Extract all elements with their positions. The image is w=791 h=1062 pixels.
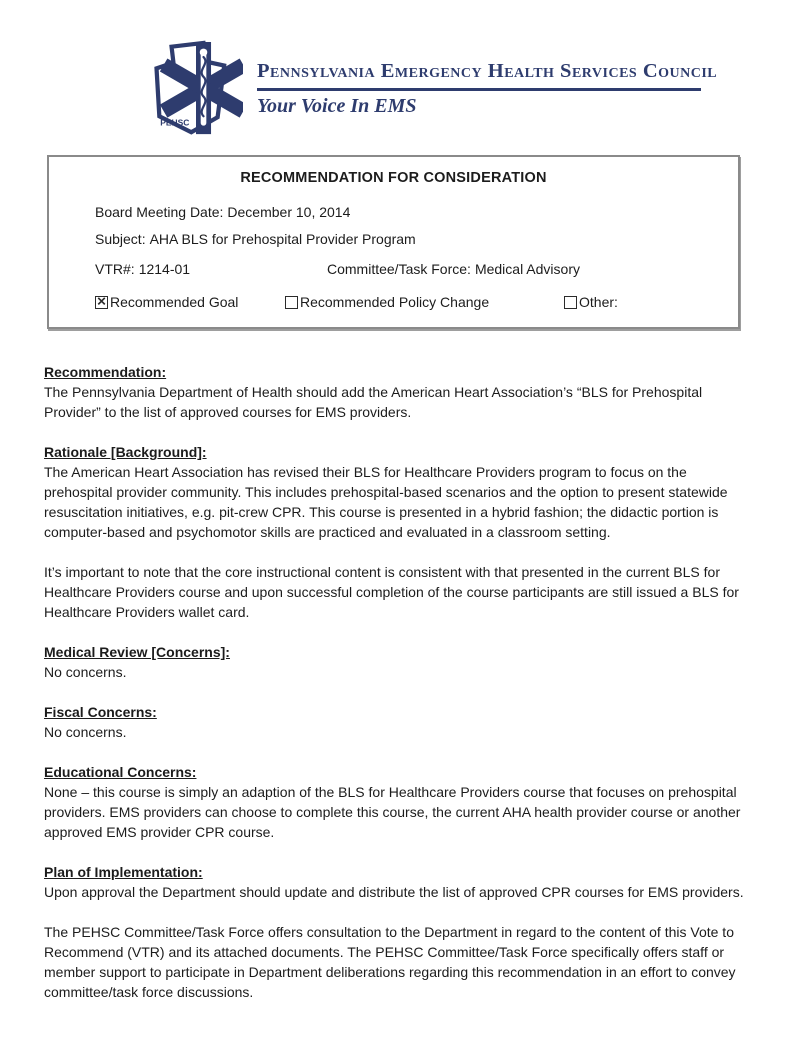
- section-heading: Plan of Implementation:: [44, 864, 203, 880]
- letterhead: [149, 38, 747, 140]
- recommended-policy-checkbox-icon: [285, 296, 298, 309]
- committee-label: Committee/Task Force:: [327, 261, 471, 277]
- recommended-goal-checkbox-icon: [95, 296, 108, 309]
- recommended-goal-label: Recommended Goal: [110, 294, 239, 310]
- section-rationale: [44, 442, 747, 622]
- subject-label: Subject:: [95, 231, 146, 247]
- checkbox-x-mark: ✕: [96, 294, 107, 308]
- section-educational-concerns: [44, 762, 747, 842]
- section-fiscal-concerns: [44, 702, 747, 742]
- section-paragraph: None – this course is simply an adaption of the BLS for Healthcare Providers course that focuses on prehospital providers. EMS providers can choose to complete this course, the current AHA health provider course or another approved EMS provider CPR course.: [44, 784, 741, 840]
- section-paragraph: The Pennsylvania Department of Health should add the American Heart Association’s “BLS for Prehospital Provider” to the list of approved courses for EMS providers.: [44, 384, 703, 420]
- checkbox-recommended-goal: [95, 294, 285, 310]
- checkbox-recommended-policy-change: [285, 294, 564, 310]
- section-recommendation: [44, 362, 747, 422]
- document-page: [0, 38, 791, 1062]
- other-checkbox-icon: [564, 296, 577, 309]
- form-title: RECOMMENDATION FOR CONSIDERATION: [240, 170, 547, 186]
- star-of-life-keystone-icon: [149, 38, 243, 140]
- other-label: Other:: [579, 294, 618, 310]
- section-heading: Educational Concerns:: [44, 764, 197, 780]
- field-subject: [95, 230, 718, 248]
- section-paragraph: It’s important to note that the core instructional content is consistent with that presented in the current BLS for Healthcare Providers course and upon successful completion of the course participants are still issued a BLS for Healthcare Providers wallet card.: [44, 564, 739, 620]
- org-block: [257, 60, 718, 118]
- section-medical-review: [44, 642, 747, 682]
- org-name: Pennsylvania Emergency Health Services Council: [257, 60, 701, 91]
- section-heading: Rationale [Background]:: [44, 444, 207, 460]
- recommended-policy-label: Recommended Policy Change: [300, 294, 490, 310]
- section-paragraph: No concerns.: [44, 664, 127, 680]
- section-heading: Fiscal Concerns:: [44, 704, 157, 720]
- field-board-meeting-date: [95, 203, 718, 221]
- vtr-number-label: VTR#:: [95, 261, 135, 277]
- checkbox-other: [564, 294, 618, 310]
- vtr-number-value: 1214-01: [138, 261, 191, 277]
- document-body: [44, 362, 747, 1002]
- field-vtr-and-committee: [95, 260, 718, 278]
- logo-text: PEHSC: [160, 117, 190, 128]
- section-heading: Recommendation:: [44, 364, 167, 380]
- section-plan-of-implementation: [44, 862, 747, 1002]
- board-meeting-date-value: December 10, 2014: [227, 204, 351, 220]
- board-meeting-date-label: Board Meeting Date:: [95, 204, 224, 220]
- section-paragraph: No concerns.: [44, 724, 127, 740]
- section-paragraph: The PEHSC Committee/Task Force offers consultation to the Department in regard to the content of this Vote to Recommend (VTR) and its attached documents. The PEHSC Committee/Task Force specifically offers staff or member support to participate in Department deliberations regarding this recommendation in an effort to convey committee/task force discussions.: [44, 924, 736, 1000]
- committee-value: Medical Advisory: [474, 261, 580, 277]
- checkbox-row: [95, 294, 718, 310]
- field-vtr-number: [95, 260, 327, 278]
- org-tagline: Your Voice In EMS: [257, 95, 417, 117]
- pehsc-logo: [149, 38, 243, 140]
- section-paragraph: The American Heart Association has revised their BLS for Healthcare Providers program to focus on the prehospital provider community. This includes prehospital-based scenarios and the option to present statewide resuscitation initiatives, e.g. pit-crew CPR. This course is presented in a hybrid fashion; the didactic portion is computer-based and psychomotor skills are practiced and evaluated in a classroom setting.: [44, 464, 728, 540]
- recommendation-form-box: [47, 155, 740, 329]
- section-paragraph: Upon approval the Department should update and distribute the list of approved CPR courses for EMS providers.: [44, 884, 744, 900]
- section-heading: Medical Review [Concerns]:: [44, 644, 230, 660]
- field-committee-task-force: [327, 260, 580, 278]
- subject-value: AHA BLS for Prehospital Provider Program: [149, 231, 416, 247]
